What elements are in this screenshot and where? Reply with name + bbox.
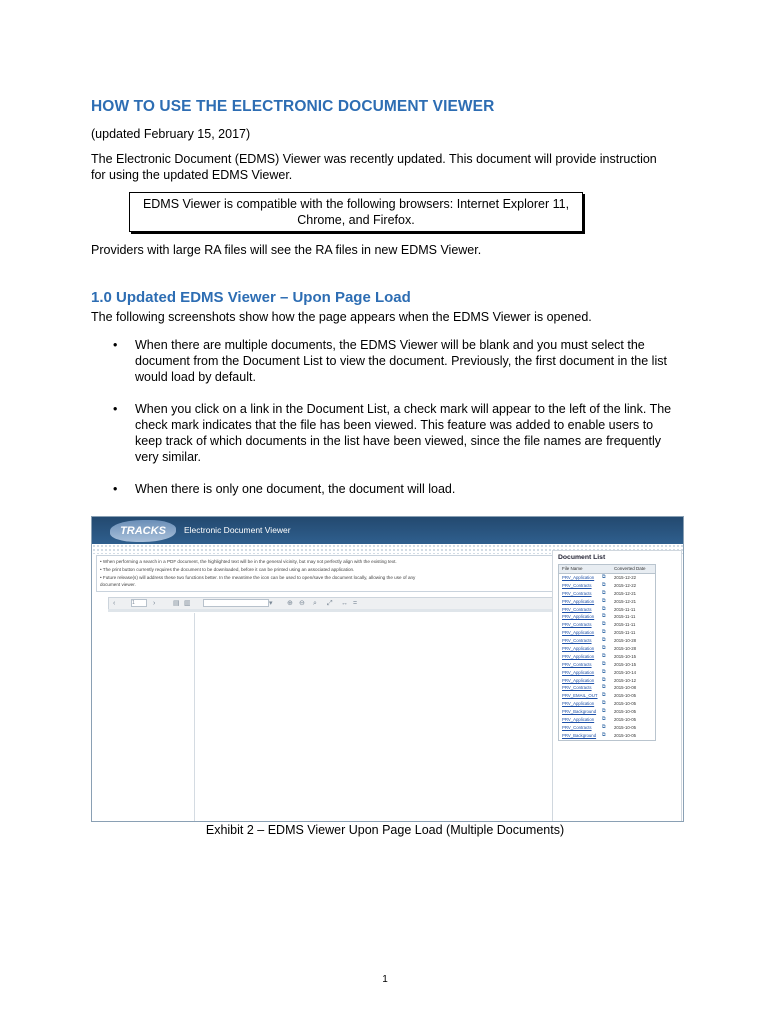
intro-line-1: The Electronic Document (EDMS) Viewer was recently updated. This document will provide instruction bbox=[91, 152, 657, 166]
document-link[interactable]: PRV_Contracts bbox=[562, 622, 592, 628]
viewer-header bbox=[92, 517, 683, 544]
search-icon[interactable]: ⌕ bbox=[313, 600, 317, 607]
bullet-list bbox=[91, 337, 691, 513]
document-list-row bbox=[559, 684, 655, 692]
document-link[interactable]: PRV_Background bbox=[562, 709, 597, 715]
converted-date: 2015-10-28 bbox=[614, 638, 636, 644]
document-link[interactable]: PRV_Application bbox=[562, 646, 595, 652]
document-list-table bbox=[558, 564, 656, 741]
open-document-icon[interactable]: ⧉ bbox=[602, 597, 606, 604]
bullet-marker: • bbox=[113, 482, 118, 496]
next-page-icon[interactable]: › bbox=[153, 600, 156, 607]
bullet-line: very similar. bbox=[135, 450, 201, 464]
document-list-row bbox=[559, 653, 655, 661]
converted-date: 2015-10-05 bbox=[614, 693, 636, 699]
converted-date: 2015-10-12 bbox=[614, 677, 636, 683]
document-link[interactable]: PRV_Application bbox=[562, 575, 595, 580]
open-document-icon[interactable]: ⧉ bbox=[602, 684, 606, 691]
open-document-icon[interactable]: ⧉ bbox=[602, 668, 606, 675]
open-document-icon[interactable]: ⧉ bbox=[602, 676, 606, 683]
open-document-icon[interactable]: ⧉ bbox=[602, 708, 606, 715]
document-link[interactable]: PRV_Application bbox=[562, 669, 595, 675]
prev-page-icon[interactable]: ‹ bbox=[113, 600, 116, 607]
converted-date: 2015-12-21 bbox=[614, 598, 636, 604]
document-list-row bbox=[559, 692, 655, 700]
document-link[interactable]: PRV_Application bbox=[562, 717, 595, 723]
document-link[interactable]: PRV_Application bbox=[562, 653, 595, 659]
document-list-row bbox=[559, 661, 655, 669]
document-list-row bbox=[559, 621, 655, 629]
open-document-icon[interactable]: ⧉ bbox=[602, 581, 606, 588]
bullet-line: document from the Document List to view the document. Previously, the first document in the list bbox=[135, 354, 667, 368]
document-list-row bbox=[559, 598, 655, 606]
document-list-row bbox=[559, 574, 655, 582]
bullet-line: check mark indicates that the file has been viewed. This feature was added to enable users to bbox=[135, 418, 654, 432]
open-document-icon[interactable]: ⧉ bbox=[602, 645, 606, 652]
document-link[interactable]: PRV_Contracts bbox=[562, 638, 592, 644]
converted-date: 2015-10-08 bbox=[614, 685, 636, 691]
document-list-row bbox=[559, 677, 655, 685]
zoom-in-icon[interactable]: ⊕ bbox=[287, 600, 293, 607]
open-document-icon[interactable]: ⧉ bbox=[602, 629, 606, 636]
box-line-2: Chrome, and Firefox. bbox=[297, 213, 415, 227]
document-link[interactable]: PRV_Application bbox=[562, 630, 595, 636]
bullet-marker: • bbox=[113, 338, 118, 352]
open-document-icon[interactable]: ⧉ bbox=[602, 613, 606, 620]
document-viewer-pane bbox=[108, 609, 552, 821]
document-link[interactable]: PRV_Contracts bbox=[562, 685, 592, 691]
document-link[interactable]: PRV_Contracts bbox=[562, 606, 592, 612]
document-list-row bbox=[559, 732, 655, 740]
dropdown-icon[interactable]: ▾ bbox=[269, 600, 273, 607]
document-list-title: Document List bbox=[558, 554, 606, 561]
intro-line-2: for using the updated EDMS Viewer. bbox=[91, 168, 293, 182]
converted-date: 2015-10-05 bbox=[614, 732, 636, 738]
zoom-select[interactable] bbox=[203, 599, 269, 607]
document-link[interactable]: PRV_Contracts bbox=[562, 582, 592, 588]
document-list-row bbox=[559, 669, 655, 677]
converted-date: 2015-10-05 bbox=[614, 709, 636, 715]
browser-compatibility-box bbox=[129, 192, 583, 232]
zoom-out-icon[interactable]: ⊖ bbox=[299, 600, 305, 607]
page-number-field[interactable]: 1 bbox=[131, 599, 147, 607]
bullet-item bbox=[91, 481, 691, 497]
providers-note: Providers with large RA files will see the RA files in new EDMS Viewer. bbox=[91, 243, 482, 257]
bullet-item bbox=[91, 401, 691, 465]
document-list-header bbox=[559, 565, 655, 574]
download-icon[interactable]: ▤ bbox=[173, 600, 180, 607]
converted-date: 2015-10-05 bbox=[614, 717, 636, 723]
open-document-icon[interactable]: ⧉ bbox=[602, 589, 606, 596]
document-title: HOW TO USE THE ELECTRONIC DOCUMENT VIEWER bbox=[91, 98, 495, 115]
document-list-row bbox=[559, 606, 655, 614]
document-list-row bbox=[559, 582, 655, 590]
converted-date: 2015-12-22 bbox=[614, 575, 636, 580]
page-number: 1 bbox=[382, 974, 388, 985]
document-link[interactable]: PRV_Contracts bbox=[562, 661, 592, 667]
document-list-row bbox=[559, 629, 655, 637]
note-line: document viewer. bbox=[100, 582, 136, 587]
converted-date: 2015-10-15 bbox=[614, 661, 636, 667]
document-link[interactable]: PRV_Application bbox=[562, 701, 595, 707]
fit-width-icon[interactable]: ↔ bbox=[341, 600, 348, 607]
box-line-1: EDMS Viewer is compatible with the following browsers: Internet Explorer 11, bbox=[142, 197, 570, 211]
open-document-icon[interactable]: ⧉ bbox=[602, 692, 606, 699]
open-document-icon[interactable]: ⧉ bbox=[602, 605, 606, 612]
converted-date: 2015-10-28 bbox=[614, 646, 636, 652]
open-document-icon[interactable]: ⧉ bbox=[602, 637, 606, 644]
converted-date: 2015-12-22 bbox=[614, 582, 636, 588]
fit-page-icon[interactable]: ⤢ bbox=[327, 600, 333, 607]
converted-date: 2015-10-14 bbox=[614, 669, 636, 675]
viewer-app-title: Electronic Document Viewer bbox=[184, 525, 291, 535]
bullet-line: keep track of which documents in the list have been viewed, since the file names are frequently bbox=[135, 434, 661, 448]
section-intro: The following screenshots show how the page appears when the EDMS Viewer is opened. bbox=[91, 310, 592, 324]
bullet-line: When you click on a link in the Document List, a check mark will appear to the left of the link. The bbox=[135, 402, 672, 416]
open-document-icon[interactable]: ⧉ bbox=[602, 652, 606, 659]
document-link[interactable]: PRV_Contracts bbox=[562, 724, 592, 730]
bullet-line: When there are multiple documents, the EDMS Viewer will be blank and you must select the bbox=[135, 338, 645, 352]
document-link[interactable]: PRV_Application bbox=[562, 614, 595, 620]
document-link[interactable]: PRV_Background bbox=[562, 732, 597, 738]
exhibit-caption: Exhibit 2 – EDMS Viewer Upon Page Load (Multiple Documents) bbox=[205, 823, 565, 837]
converted-date: 2015-10-05 bbox=[614, 701, 636, 707]
section-heading: 1.0 Updated EDMS Viewer – Upon Page Load bbox=[91, 289, 411, 306]
thumbnail-pane bbox=[108, 613, 195, 821]
bullet-marker: • bbox=[113, 402, 118, 416]
note-line: • When performing a search in a PDF document, the highlighted text will be in the general vicinity, but may not perfectly align with the existing text. bbox=[100, 559, 397, 564]
converted-date: 2015-10-05 bbox=[614, 724, 636, 730]
viewer-top-bar bbox=[108, 609, 552, 612]
converted-date: 2015-11-11 bbox=[614, 622, 636, 628]
document-list-row bbox=[559, 590, 655, 598]
viewer-notes bbox=[96, 555, 553, 592]
document-list-row bbox=[559, 724, 655, 732]
document-list-row bbox=[559, 708, 655, 716]
bullet-line: When there is only one document, the document will load. bbox=[135, 482, 456, 496]
converted-date: 2015-12-21 bbox=[614, 590, 636, 596]
open-document-icon[interactable]: ⧉ bbox=[602, 621, 606, 628]
document-list-panel bbox=[552, 550, 682, 822]
file-name-header: File Name bbox=[562, 566, 583, 571]
edms-viewer-screenshot bbox=[91, 516, 684, 822]
converted-date: 2015-11-11 bbox=[614, 630, 636, 636]
document-list-row bbox=[559, 700, 655, 708]
open-document-icon[interactable]: ⧉ bbox=[602, 660, 606, 667]
open-document-icon[interactable]: ⧉ bbox=[602, 574, 606, 580]
converted-date-header: Converted Date bbox=[614, 566, 646, 571]
converted-date: 2015-11-11 bbox=[614, 614, 636, 620]
document-link[interactable]: PRV_EMAIL_OUT bbox=[562, 693, 598, 699]
document-link[interactable]: PRV_Contracts bbox=[562, 590, 592, 596]
document-link[interactable]: PRV_Application bbox=[562, 677, 595, 683]
note-line: • The print button currently requires the document to be downloaded, before it can be printed using an associated application. bbox=[100, 567, 355, 572]
open-document-icon[interactable]: ⧉ bbox=[602, 723, 606, 730]
note-line: • Future release(s) will address these two functions better. In the meantime the icon can be used to open/save the document locally, allowing the use of any bbox=[100, 575, 416, 580]
document-list-row bbox=[559, 637, 655, 645]
print-icon[interactable]: ▥ bbox=[184, 600, 191, 607]
open-document-icon[interactable]: ⧉ bbox=[602, 700, 606, 707]
document-link[interactable]: PRV_Application bbox=[562, 598, 595, 604]
menu-icon[interactable]: = bbox=[353, 600, 358, 607]
document-list-row bbox=[559, 716, 655, 724]
bullet-item bbox=[91, 337, 691, 385]
document-list-row bbox=[559, 613, 655, 621]
bullet-line: would load by default. bbox=[135, 370, 256, 384]
open-document-icon[interactable]: ⧉ bbox=[602, 731, 606, 738]
converted-date: 2015-11-11 bbox=[614, 606, 636, 612]
open-document-icon[interactable]: ⧉ bbox=[602, 716, 606, 723]
updated-date: (updated February 15, 2017) bbox=[91, 127, 251, 141]
document-list-row bbox=[559, 645, 655, 653]
nctracks-logo: TRACKS bbox=[110, 520, 176, 542]
converted-date: 2015-10-15 bbox=[614, 653, 636, 659]
